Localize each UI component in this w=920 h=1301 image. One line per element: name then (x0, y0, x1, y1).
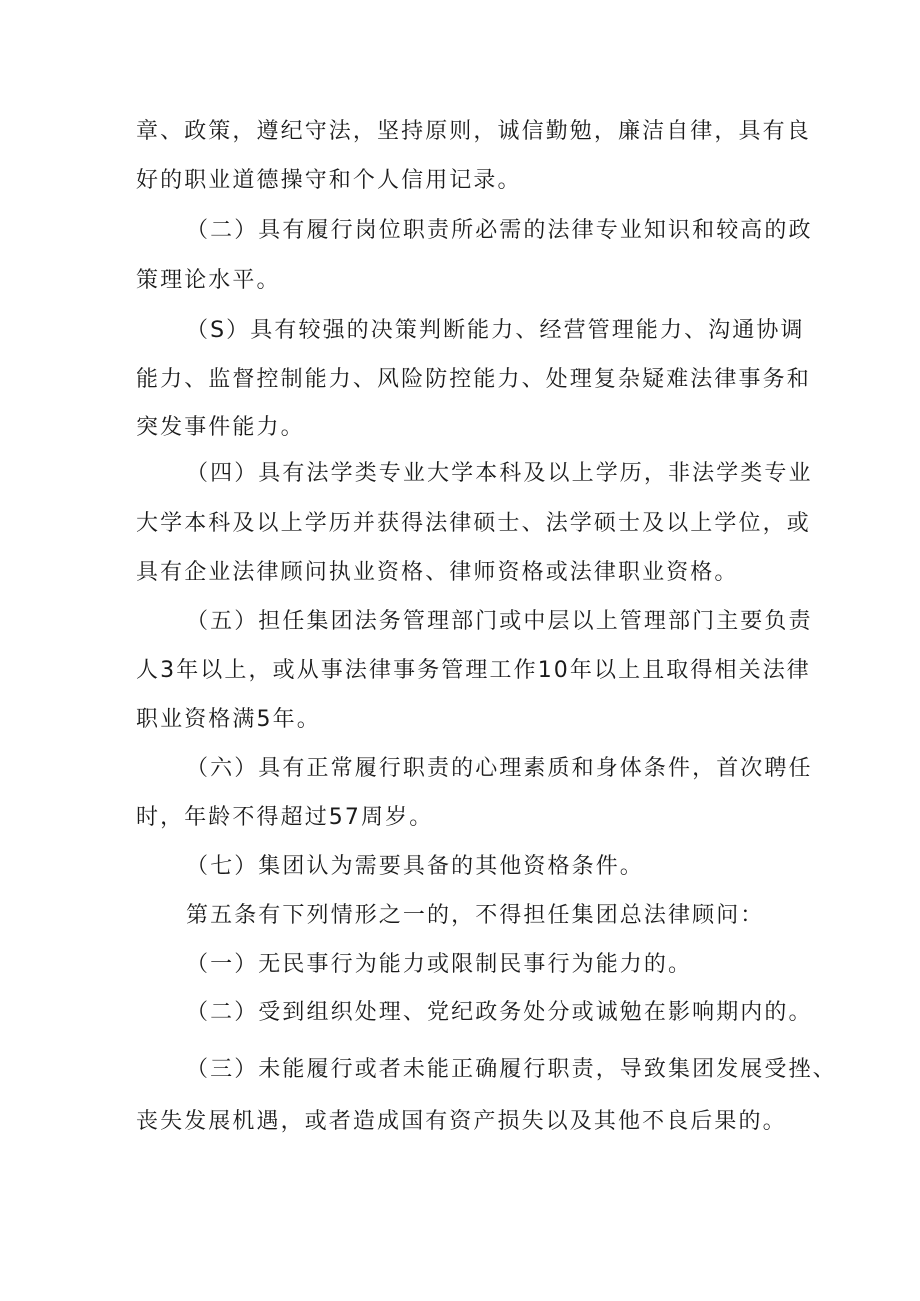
text-line: 丧失发展机遇，或者造成国有资产损失以及其他不良后果的。 (136, 1109, 787, 1134)
text-line: （二）受到组织处理、党纪政务处分或诚勉在影响期内的。 (186, 1000, 813, 1025)
text-line: （一）无民事行为能力或限制民事行为能力的。 (186, 952, 693, 977)
text-line: （S）具有较强的决策判断能力、经营管理能力、沟通协调 (186, 318, 805, 343)
text-line: （二）具有履行岗位职责所必需的法律专业知识和较高的政 (186, 218, 813, 243)
text-line: 大学本科及以上学历并获得法律硕士、法学硕士及以上学位，或 (136, 511, 811, 536)
text-line: （六）具有正常履行职责的心理素质和身体条件，首次聘任 (186, 756, 813, 781)
text-line: 好的职业道德操守和个人信用记录。 (136, 168, 522, 193)
text-line: （五）担任集团法务管理部门或中层以上管理部门主要负责 (186, 609, 813, 634)
text-line: 人3年以上，或从事法律事务管理工作10年以上且取得相关法律 (136, 658, 811, 683)
text-line: （四）具有法学类专业大学本科及以上学历，非法学类专业 (186, 461, 813, 486)
text-line: 章、政策，遵纪守法，坚持原则，诚信勤勉，廉洁自律，具有良 (136, 119, 811, 144)
text-line: 突发事件能力。 (136, 415, 305, 440)
text-line: 时，年龄不得超过57周岁。 (136, 805, 434, 830)
text-line: 具有企业法律顾问执业资格、律师资格或法律职业资格。 (136, 560, 739, 585)
text-line: 策理论水平。 (136, 268, 281, 293)
text-line: 能力、监督控制能力、风险防控能力、处理复杂疑难法律事务和 (136, 367, 811, 392)
text-line: （三）未能履行或者未能正确履行职责，导致集团发展受挫、 (186, 1057, 837, 1082)
text-line: 第五条有下列情形之一的，不得担任集团总法律顾问： (186, 903, 765, 928)
text-line: 职业资格满5年。 (136, 707, 321, 732)
text-line: （七）集团认为需要具备的其他资格条件。 (186, 854, 644, 879)
